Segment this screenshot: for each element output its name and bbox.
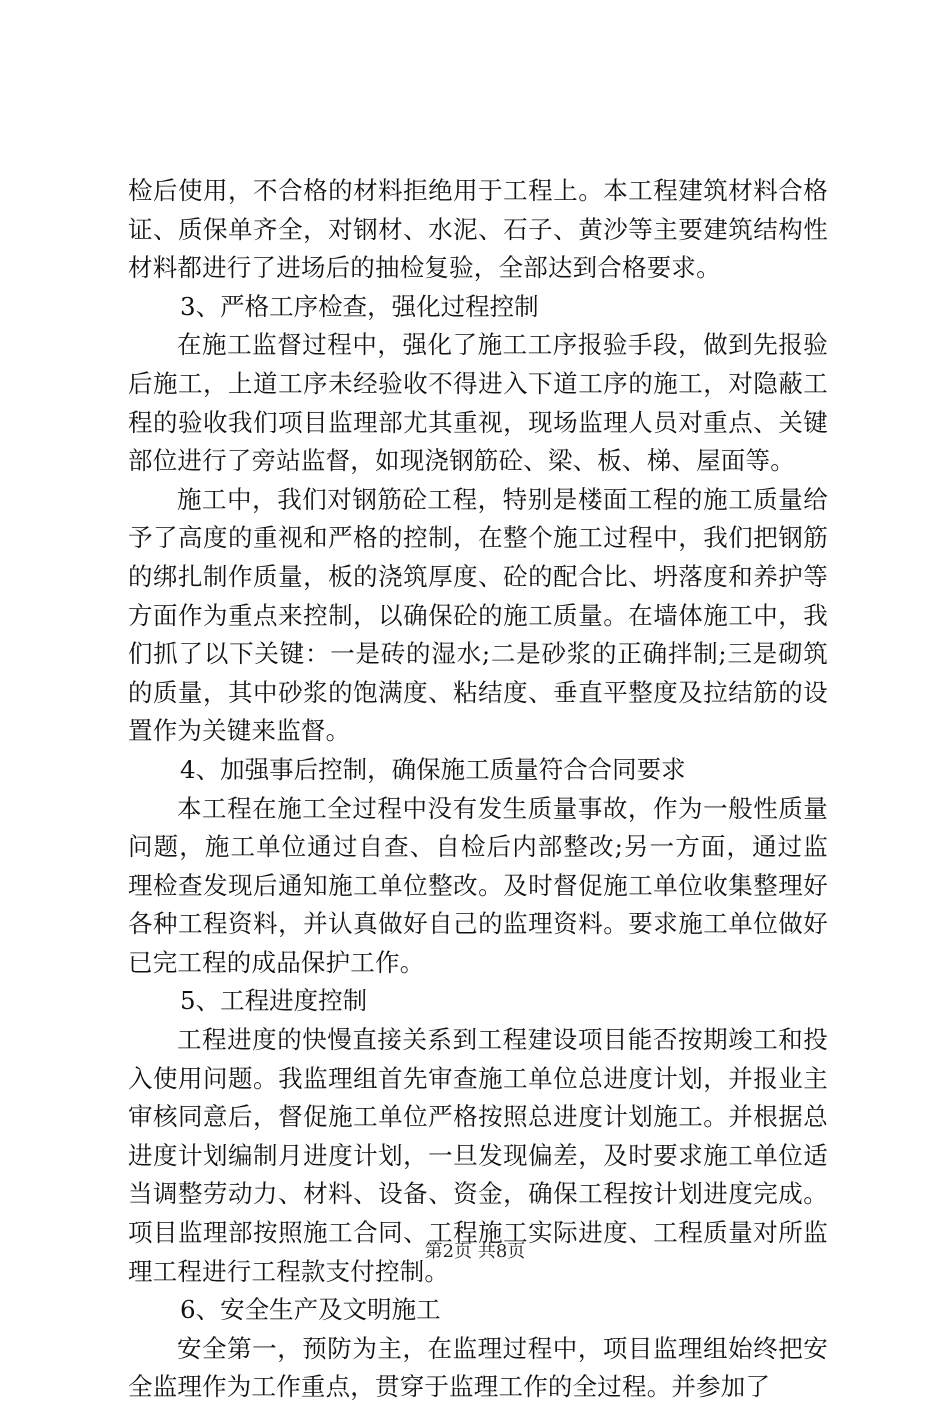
page-number: 第2页 共8页 [424, 1241, 526, 1262]
document-body [128, 172, 828, 1407]
paragraph-process-inspection: 在施工监督过程中，强化了施工工序报验手段，做到先报验后施工，上道工序未经验收不得进入下道工序的施工，对隐蔽工程的验收我们项目监理部尤其重视，现场监理人员对重点、关键部位进行了旁站监督，如现浇钢筋砼、梁、板、梯、屋面等。 [128, 330, 828, 476]
paragraph-materials-check: 检后使用，不合格的材料拒绝用于工程上。本工程建筑材料合格证、质保单齐全，对钢材、水泥、石子、黄沙等主要建筑结构性材料都进行了进场后的抽检复验，全部达到合格要求。 [128, 176, 828, 283]
paragraph-concrete-control: 施工中，我们对钢筋砼工程，特别是楼面工程的施工质量给予了高度的重视和严格的控制，在整个施工过程中，我们把钢筋的绑扎制作质量，板的浇筑厚度、砼的配合比、坍落度和养护等方面作为重点来控制，以确保砼的施工质量。在墙体施工中，我们抓了以下关键：一是砖的湿水;二是砂浆的正确拌制;三是砌筑的质量，其中砂浆的饱满度、粘结度、垂直平整度及拉结筋的设置作为关键来监督。 [128, 484, 828, 746]
paragraph-post-control: 本工程在施工全过程中没有发生质量事故，作为一般性质量问题，施工单位通过自查、自检后内部整改;另一方面，通过监理检查发现后通知施工单位整改。及时督促施工单位收集整理好各种工程资料，并认真做好自己的监理资料。要求施工单位做好已完工程的成品保护工作。 [128, 793, 828, 977]
section-heading-3: 3、严格工序检查，强化过程控制 [180, 291, 539, 321]
section-heading-4: 4、加强事后控制，确保施工质量符合合同要求 [180, 754, 686, 784]
paragraph-schedule-control: 工程进度的快慢直接关系到工程建设项目能否按期竣工和投入使用问题。我监理组首先审查施工单位总进度计划，并报业主审核同意后，督促施工单位严格按照总进度计划施工。并根据总进度计划编制月进度计划，一旦发现偏差，及时要求施工单位适当调整劳动力、材料、设备、资金，确保工程按计划进度完成。项目监理部按照施工合同、工程施工实际进度、工程质量对所监理工程进行工程款支付控制。 [128, 1025, 828, 1286]
section-heading-5: 5、工程进度控制 [180, 986, 368, 1016]
paragraph-safety: 安全第一，预防为主，在监理过程中，项目监理组始终把安全监理作为工作重点，贯穿于监理工作的全过程。并参加了 [128, 1333, 828, 1402]
section-heading-6: 6、安全生产及文明施工 [180, 1295, 441, 1325]
